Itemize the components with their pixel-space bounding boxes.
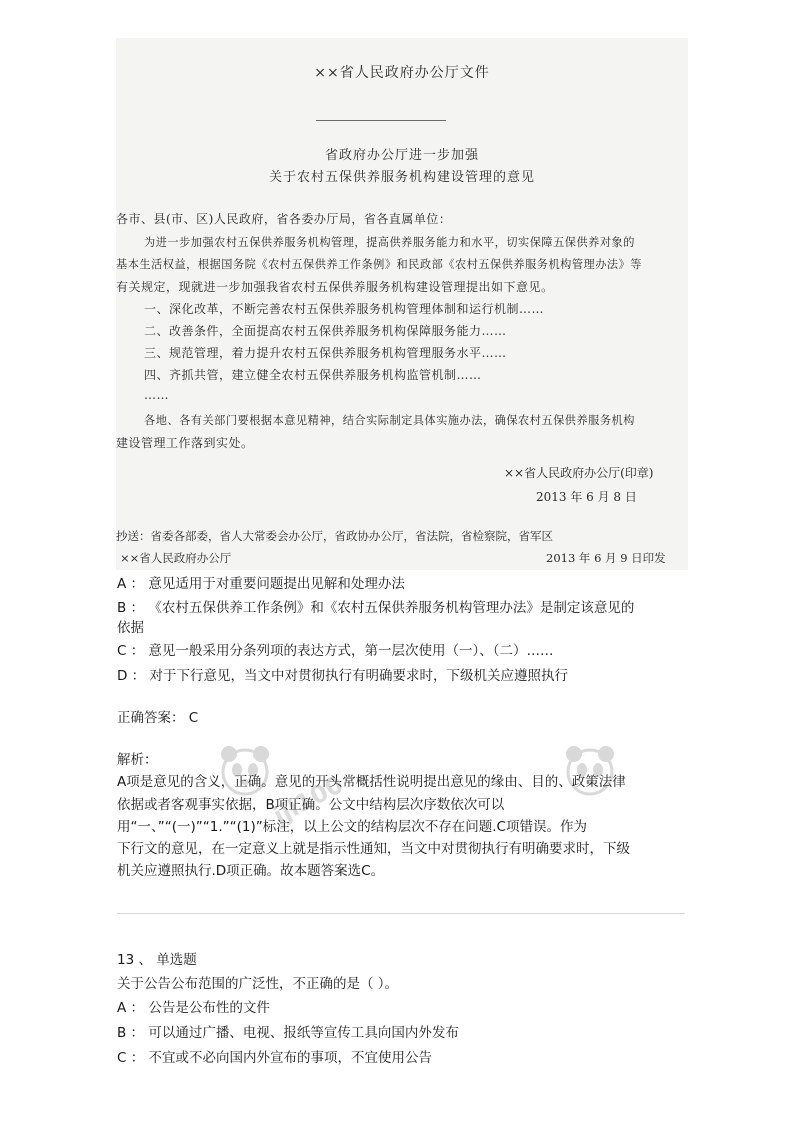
doc-item-4: 四、齐抓共管，建立健全农村五保供养服务机构监管机制…… bbox=[144, 368, 482, 382]
q13-option-a: A ： 公告是公布性的文件 bbox=[117, 1000, 270, 1016]
watermark-text: jjl100 bbox=[268, 770, 348, 830]
correct-answer: 正确答案： C bbox=[117, 710, 199, 726]
option-c: C ： 意见一般采用分条列项的表达方式，第一层次使用（一）、（二）…… bbox=[117, 643, 554, 659]
question-13-stem: 关于公告公布范围的广泛性，不正确的是（ ）。 bbox=[117, 976, 399, 992]
doc-title-line-1: 省政府办公厅进一步加强 bbox=[324, 148, 479, 163]
option-b: B ： 《农村五保供养工作条例》和《农村五保供养服务机构管理办法》是制定该意见的 bbox=[117, 600, 635, 616]
analysis-line: 用“一、”“(一)”“1.”“(1)”标注，以上公文的结构层次不存在问题.C项错误。作为 bbox=[117, 819, 587, 835]
doc-item-1: 一、深化改革，不断完善农村五保供养服务机构管理体制和运行机制…… bbox=[144, 302, 545, 316]
doc-issue-date: 2013 年 6 月 9 日印发 bbox=[546, 551, 666, 565]
doc-item-2: 二、改善条件，全面提高农村五保供养服务机构保障服务能力…… bbox=[144, 324, 507, 338]
doc-header: ××省人民政府办公厅文件 bbox=[314, 65, 490, 81]
section-divider bbox=[117, 913, 685, 914]
analysis-line: 依据或者客观事实依据，B项正确。公文中结构层次序数依次可以 bbox=[117, 797, 505, 813]
doc-closing-line: 建设管理工作落到实处。 bbox=[116, 436, 254, 450]
doc-ellipsis: …… bbox=[144, 388, 169, 402]
doc-cc: 抄送：省委各部委，省人大常委会办公厅，省政协办公厅，省法院，省检察院，省军区 bbox=[116, 529, 553, 543]
option-b-continued: 依据 bbox=[117, 620, 144, 636]
doc-body-line: 为进一步加强农村五保供养服务机构管理，提高供养服务能力和水平，切实保障五保供养对象的 bbox=[144, 236, 635, 249]
question-13-header: 13 、 单选题 bbox=[117, 952, 197, 968]
analysis-line: 下行文的意见，在一定意义上就是指示性通知，当文中对贯彻执行有明确要求时，下级 bbox=[117, 841, 630, 857]
option-a: A ： 意见适用于对重要问题提出见解和处理办法 bbox=[117, 576, 405, 592]
doc-title-line-2: 关于农村五保供养服务机构建设管理的意见 bbox=[268, 170, 535, 185]
scanned-document bbox=[116, 38, 688, 570]
doc-body-line: 有关规定，现就进一步加强我省农村五保供养服务机构建设管理提出如下意见。 bbox=[116, 280, 554, 294]
doc-closing-line: 各地、各有关部门要根据本意见精神，结合实际制定具体实施办法，确保农村五保供养服务机构 bbox=[144, 414, 635, 427]
analysis-label: 解析： bbox=[117, 752, 158, 768]
q13-option-b: B ： 可以通过广播、电视、报纸等宣传工具向国内外发布 bbox=[117, 1025, 459, 1041]
doc-body-line: 基本生活权益，根据国务院《农村五保供养工作条例》和民政部《农村五保供养服务机构管理办法》等 bbox=[116, 258, 642, 271]
analysis-line: A项是意见的含义，正确。意见的开头常概括性说明提出意见的缘由、目的、政策法律 bbox=[117, 774, 626, 790]
doc-sign-date: 2013 年 6 月 8 日 bbox=[536, 490, 637, 504]
q13-option-c: C ： 不宜或不必向国内外宣布的事项，不宜使用公告 bbox=[117, 1050, 433, 1066]
header-rule bbox=[316, 120, 446, 121]
doc-addressee: 各市、县(市、区)人民政府，省各委办厅局，省各直属单位： bbox=[116, 212, 452, 226]
doc-issuer: ××省人民政府办公厅 bbox=[120, 551, 232, 565]
doc-seal: ××省人民政府办公厅(印章) bbox=[504, 466, 654, 480]
option-d: D ： 对于下行意见，当文中对贯彻执行有明确要求时，下级机关应遵照执行 bbox=[117, 668, 568, 684]
analysis-line: 机关应遵照执行.D项正确。故本题答案选C。 bbox=[117, 863, 385, 879]
doc-item-3: 三、规范管理，着力提升农村五保供养服务机构管理服务水平…… bbox=[144, 346, 507, 360]
